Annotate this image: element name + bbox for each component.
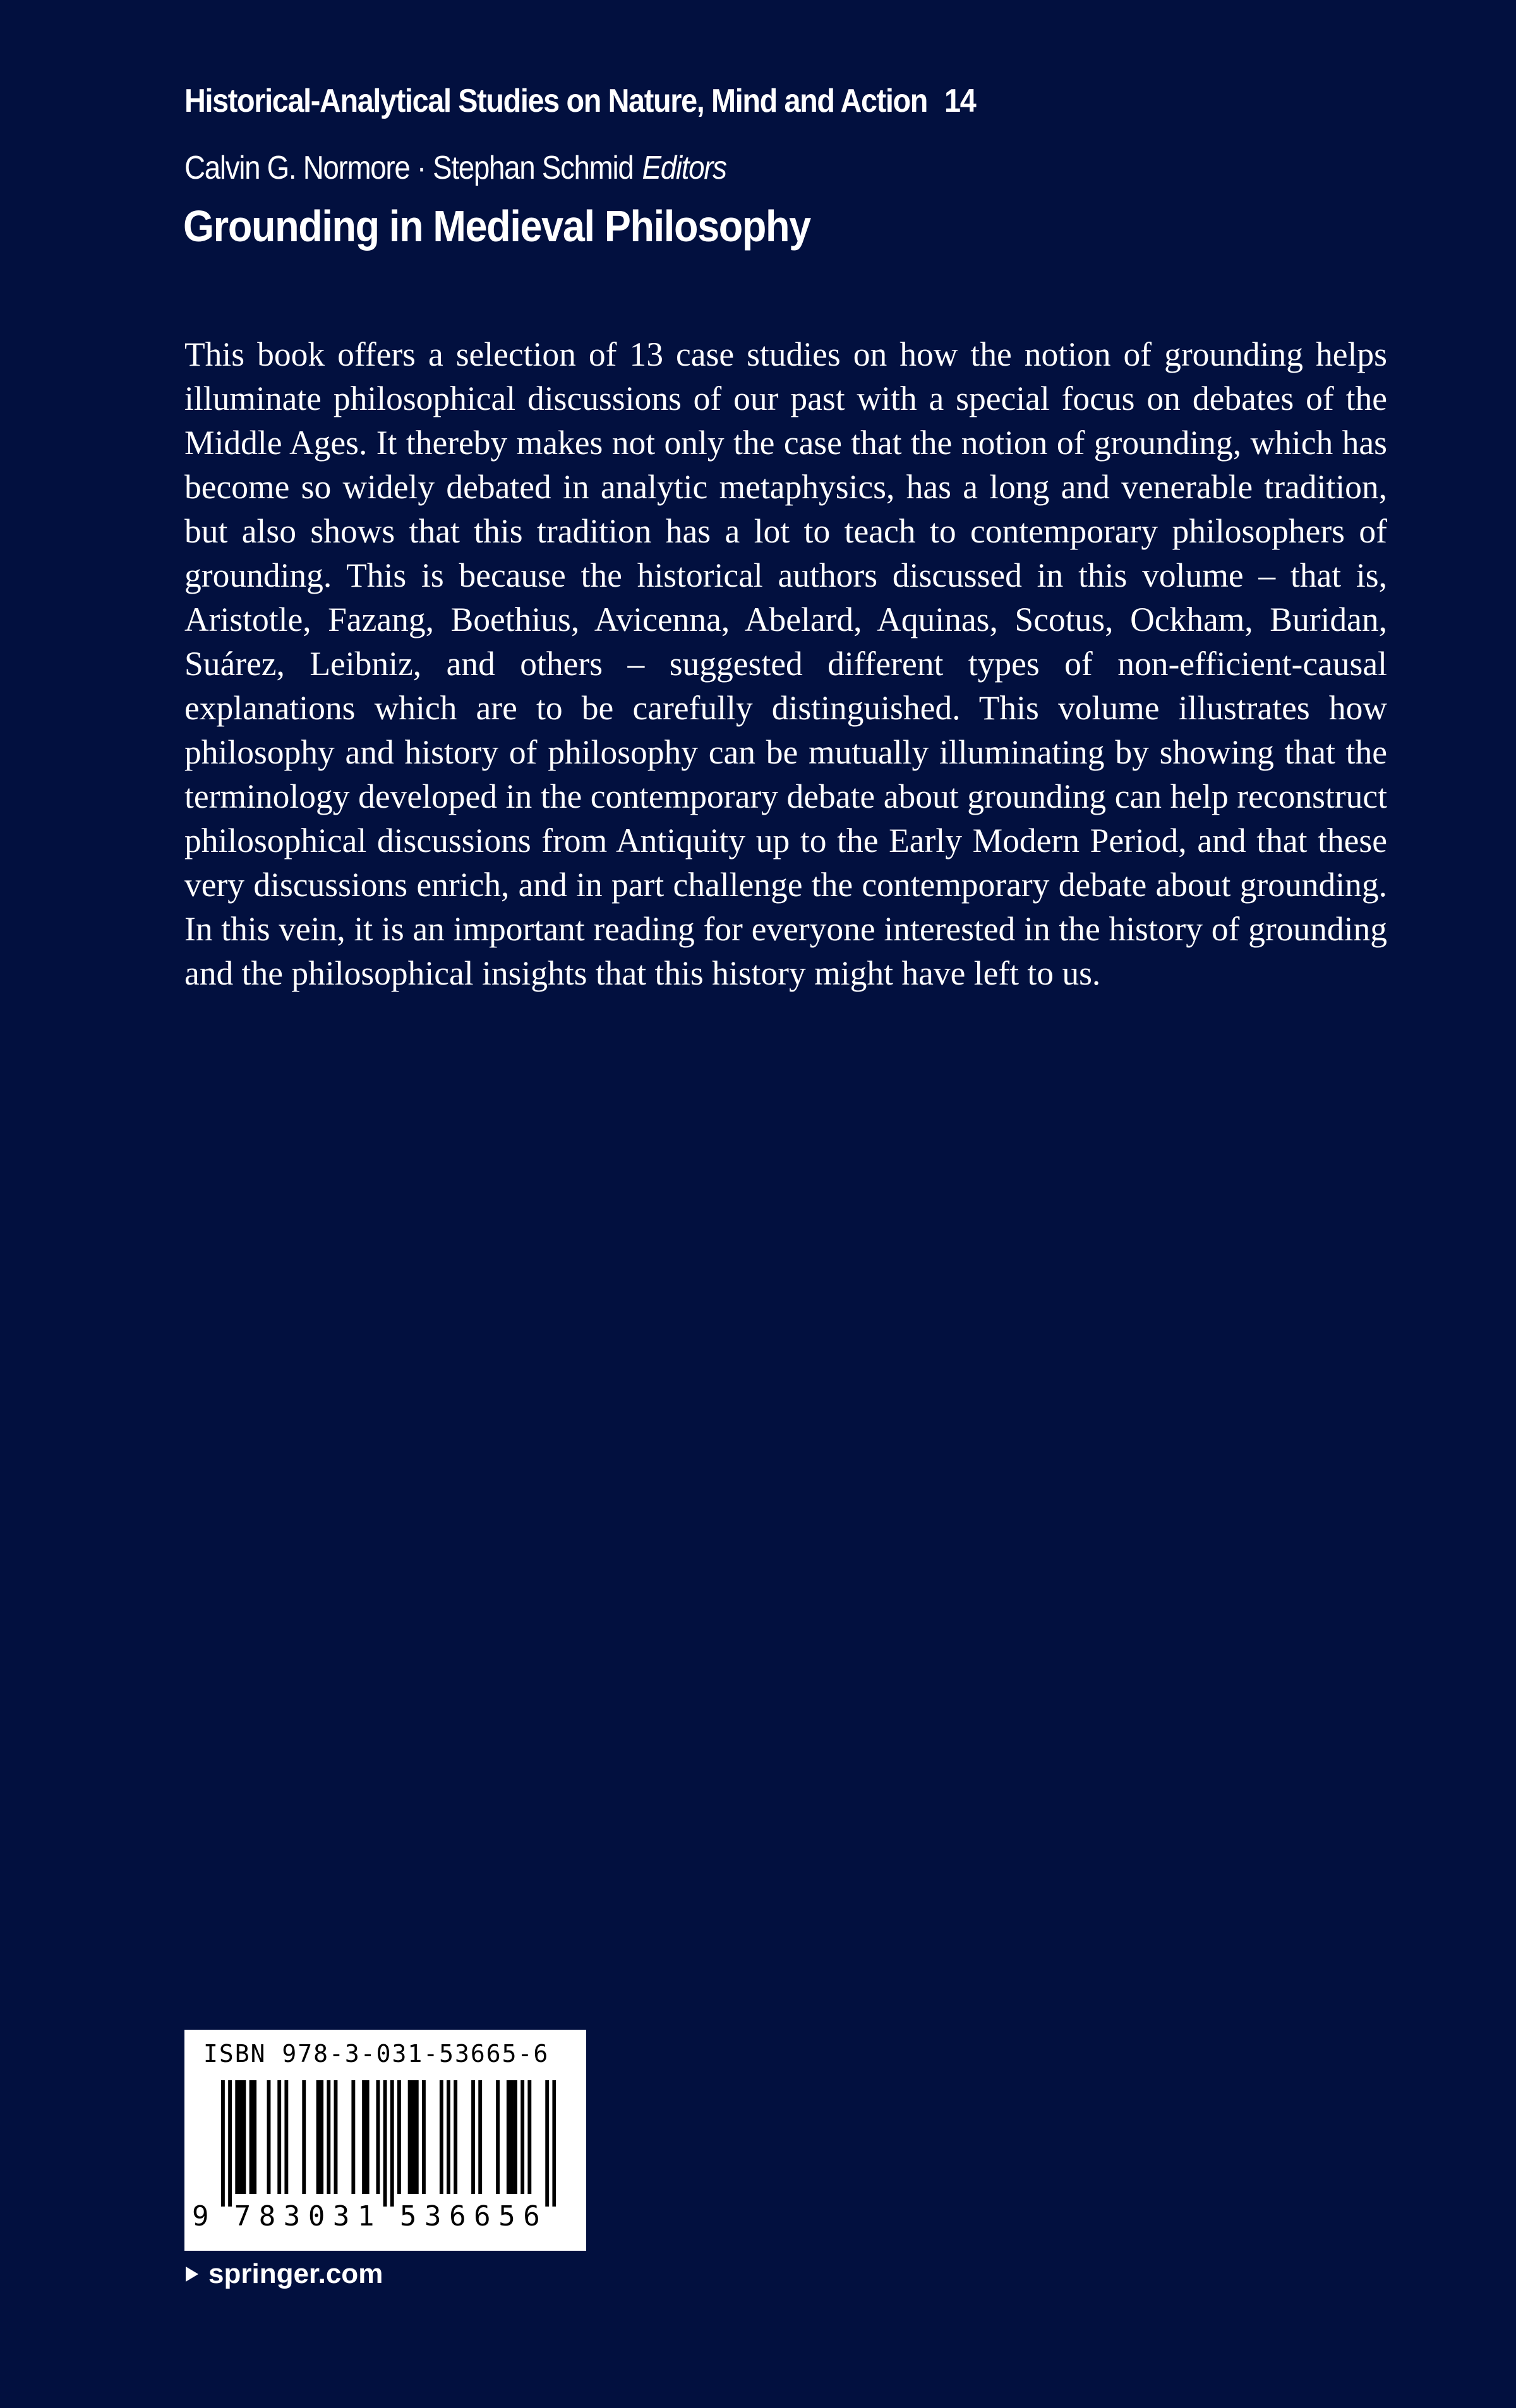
- barcode-bar: [327, 2080, 330, 2194]
- publisher-link[interactable]: [184, 2258, 383, 2290]
- barcode-bar: [267, 2080, 271, 2194]
- triangle-arrow-icon: [184, 2265, 200, 2283]
- barcode-bar: [411, 2080, 415, 2194]
- barcode-guard-bar: [228, 2080, 232, 2207]
- barcode-bar: [277, 2080, 281, 2194]
- publisher-website: springer.com: [208, 2258, 383, 2289]
- barcode-bar: [366, 2080, 370, 2194]
- editor-role: Editors: [642, 150, 726, 186]
- barcode-guard-bar: [390, 2080, 394, 2207]
- ean-digit: 1: [358, 2200, 375, 2232]
- barcode-bar: [507, 2080, 510, 2194]
- ean-digit: 3: [424, 2200, 442, 2232]
- barcode-guard-bar: [545, 2080, 549, 2207]
- book-title: Grounding in Medieval Philosophy: [183, 201, 810, 251]
- ean-digit: 6: [523, 2200, 540, 2232]
- editors-line: [184, 149, 726, 187]
- barcode-bar: [447, 2080, 450, 2194]
- barcode-guard-bar: [221, 2080, 225, 2207]
- barcode-bar: [242, 2080, 246, 2194]
- barcode-bar: [316, 2080, 320, 2194]
- isbn-label: ISBN 978-3-031-53665-6: [203, 2040, 550, 2068]
- barcode-bar: [235, 2080, 239, 2194]
- barcode-bar: [320, 2080, 323, 2194]
- barcode-bar: [397, 2080, 401, 2194]
- series-volume: 14: [944, 83, 976, 119]
- book-description: This book offers a selection of 13 case studies on how the notion of grounding helps illuminate philosophical discussions of our past with a special focus on debates of the Middle Ages. It thereby makes not only the case that the notion of grounding, which has become so widely debated in analytic metaphysics, has a long and venerable tradition, but also shows that this tradition has a lot to teach to contemporary philosophers of grounding. This is because the historical authors discussed in this volume – that is, Aristotle, Fazang, Boethius, Avicenna, Abelard, Aquinas, Scotus, Ockham, Buridan, Suárez, Leibniz, and others – suggested different types of non-efficient-causal explanations which are to be carefully distinguished. This volume illustrates how philosophy and history of philosophy can be mutually illuminating by showing that the terminology developed in the contemporary debate about grounding can help reconstruct philosophical discussions from Antiquity up to the Early Modern Period, and that these very discussions enrich, and in part challenge the contemporary debate about grounding. In this vein, it is an important reading for everyone interested in the history of grounding and the philosophical insights that this history might have left to us.: [184, 335, 1387, 992]
- ean-digit: 5: [399, 2200, 417, 2232]
- barcode-bar: [454, 2080, 457, 2194]
- series-name: Historical-Analytical Studies on Nature, Mind and Action: [184, 83, 928, 119]
- ean-digits: [192, 2200, 579, 2244]
- barcode-bar: [239, 2080, 243, 2194]
- ean-digit: 5: [498, 2200, 515, 2232]
- ean-digit: 3: [283, 2200, 301, 2232]
- barcode-guard-bar: [383, 2080, 387, 2207]
- editor-names: Calvin G. Normore · Stephan Schmid: [184, 150, 634, 186]
- barcode-bar: [415, 2080, 419, 2194]
- barcode-bar: [496, 2080, 500, 2194]
- barcode-bar: [351, 2080, 355, 2194]
- barcode-bar: [302, 2080, 306, 2194]
- barcode-bars: [221, 2080, 556, 2207]
- ean-digit: 9: [192, 2200, 209, 2232]
- ean-digit: 8: [258, 2200, 276, 2232]
- ean-digit: 6: [474, 2200, 491, 2232]
- barcode-bar: [253, 2080, 256, 2194]
- barcode-bar: [520, 2080, 524, 2194]
- isbn-barcode: [184, 2030, 586, 2251]
- barcode-bar: [362, 2080, 366, 2194]
- barcode-bar: [250, 2080, 253, 2194]
- barcode-bar: [408, 2080, 412, 2194]
- barcode-guard-bar: [552, 2080, 556, 2207]
- barcode-bar: [527, 2080, 531, 2194]
- barcode-bar: [422, 2080, 426, 2194]
- barcode-bar: [471, 2080, 475, 2194]
- ean-digit: 0: [308, 2200, 325, 2232]
- barcode-bar: [334, 2080, 338, 2194]
- ean-digit: 3: [332, 2200, 350, 2232]
- barcode-bar: [510, 2080, 514, 2194]
- barcode-bar: [514, 2080, 517, 2194]
- ean-digit: 7: [234, 2200, 251, 2232]
- barcode-bar: [478, 2080, 482, 2194]
- ean-digit: 6: [449, 2200, 466, 2232]
- series-title: [184, 82, 1265, 120]
- barcode-bar: [284, 2080, 288, 2194]
- barcode-bar: [440, 2080, 443, 2194]
- barcode-bar: [376, 2080, 380, 2194]
